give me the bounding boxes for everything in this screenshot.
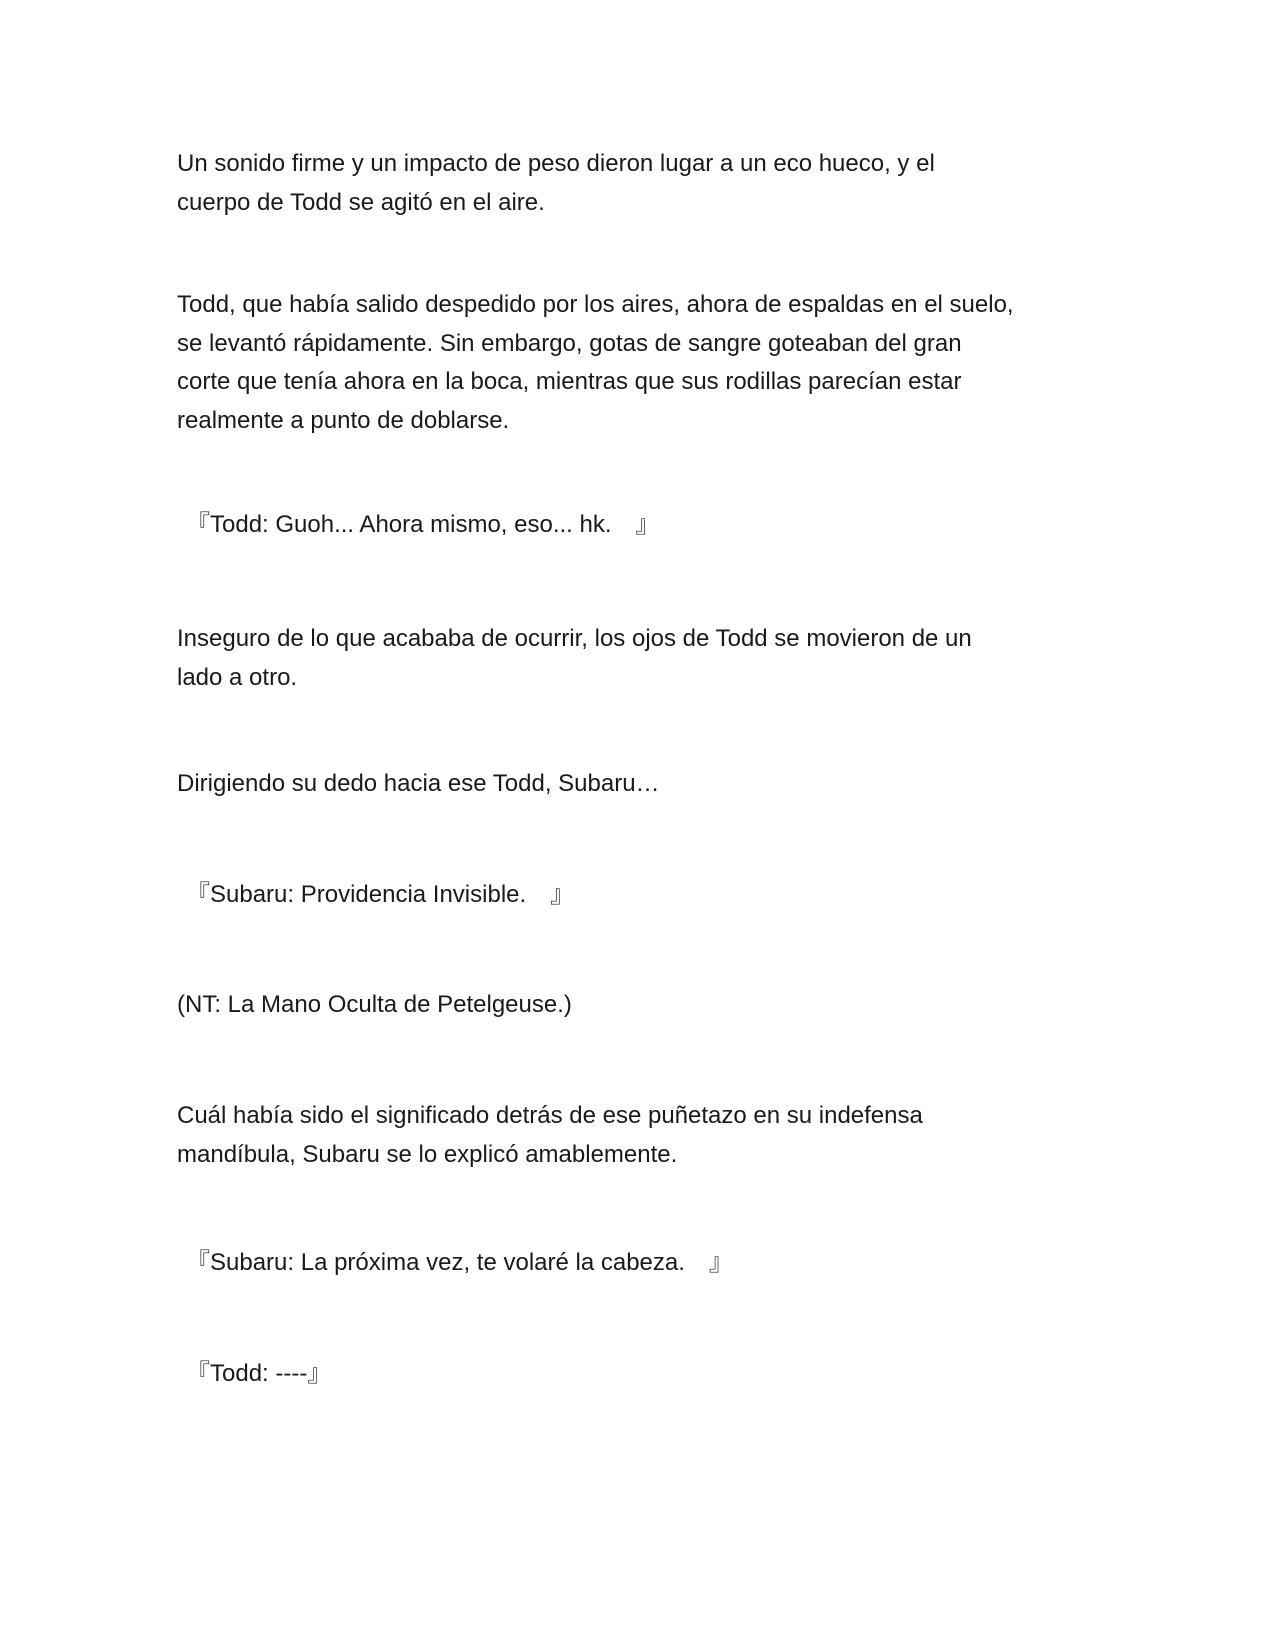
text-line: Un sonido firme y un impacto de peso dieron lugar a un eco hueco, y el [177,150,935,177]
paragraph-todd-gets-up [177,286,1107,440]
text-line: Cuál había sido el significado detrás de ese puñetazo en su indefensa [177,1102,923,1129]
text-line: cuerpo de Todd se agitó en el aire. [177,188,545,216]
dialogue-line: 『Subaru: Providencia Invisible. 』 [186,881,575,908]
dialogue-line: 『Subaru: La próxima vez, te volaré la cabeza. 』 [186,1249,733,1276]
text-line: Inseguro de lo que acababa de ocurrir, los ojos de Todd se movieron de un [177,625,972,652]
text-line: mandíbula, Subaru se lo explicó amablemente. [177,1140,678,1168]
dialogue-subaru-providencia [186,876,1116,915]
text-line: corte que tenía ahora en la boca, mientras que sus rodillas parecían estar [177,368,962,395]
dialogue-todd-silence [186,1355,1116,1394]
paragraph-punch-meaning [177,1097,1107,1174]
paragraph-todd-eyes [177,620,1107,697]
text-line: realmente a punto de doblarse. [177,406,510,434]
dialogue-todd-guoh [186,506,1116,545]
translator-note [177,986,1107,1025]
dialogue-line: 『Todd: ----』 [186,1360,332,1387]
dialogue-line: 『Todd: Guoh... Ahora mismo, eso... hk. 』 [186,511,660,538]
text-line: lado a otro. [177,663,298,691]
text-line: Todd, que había salido despedido por los aires, ahora de espaldas en el suelo, [177,291,1014,318]
dialogue-subaru-threat [186,1244,1116,1283]
paragraph-impact [177,145,1107,222]
text-line: (NT: La Mano Oculta de Petelgeuse.) [177,991,572,1018]
text-line: se levantó rápidamente. Sin embargo, gotas de sangre goteaban del gran [177,329,962,357]
paragraph-subaru-points [177,765,1107,804]
text-line: Dirigiendo su dedo hacia ese Todd, Subaru… [177,770,660,797]
